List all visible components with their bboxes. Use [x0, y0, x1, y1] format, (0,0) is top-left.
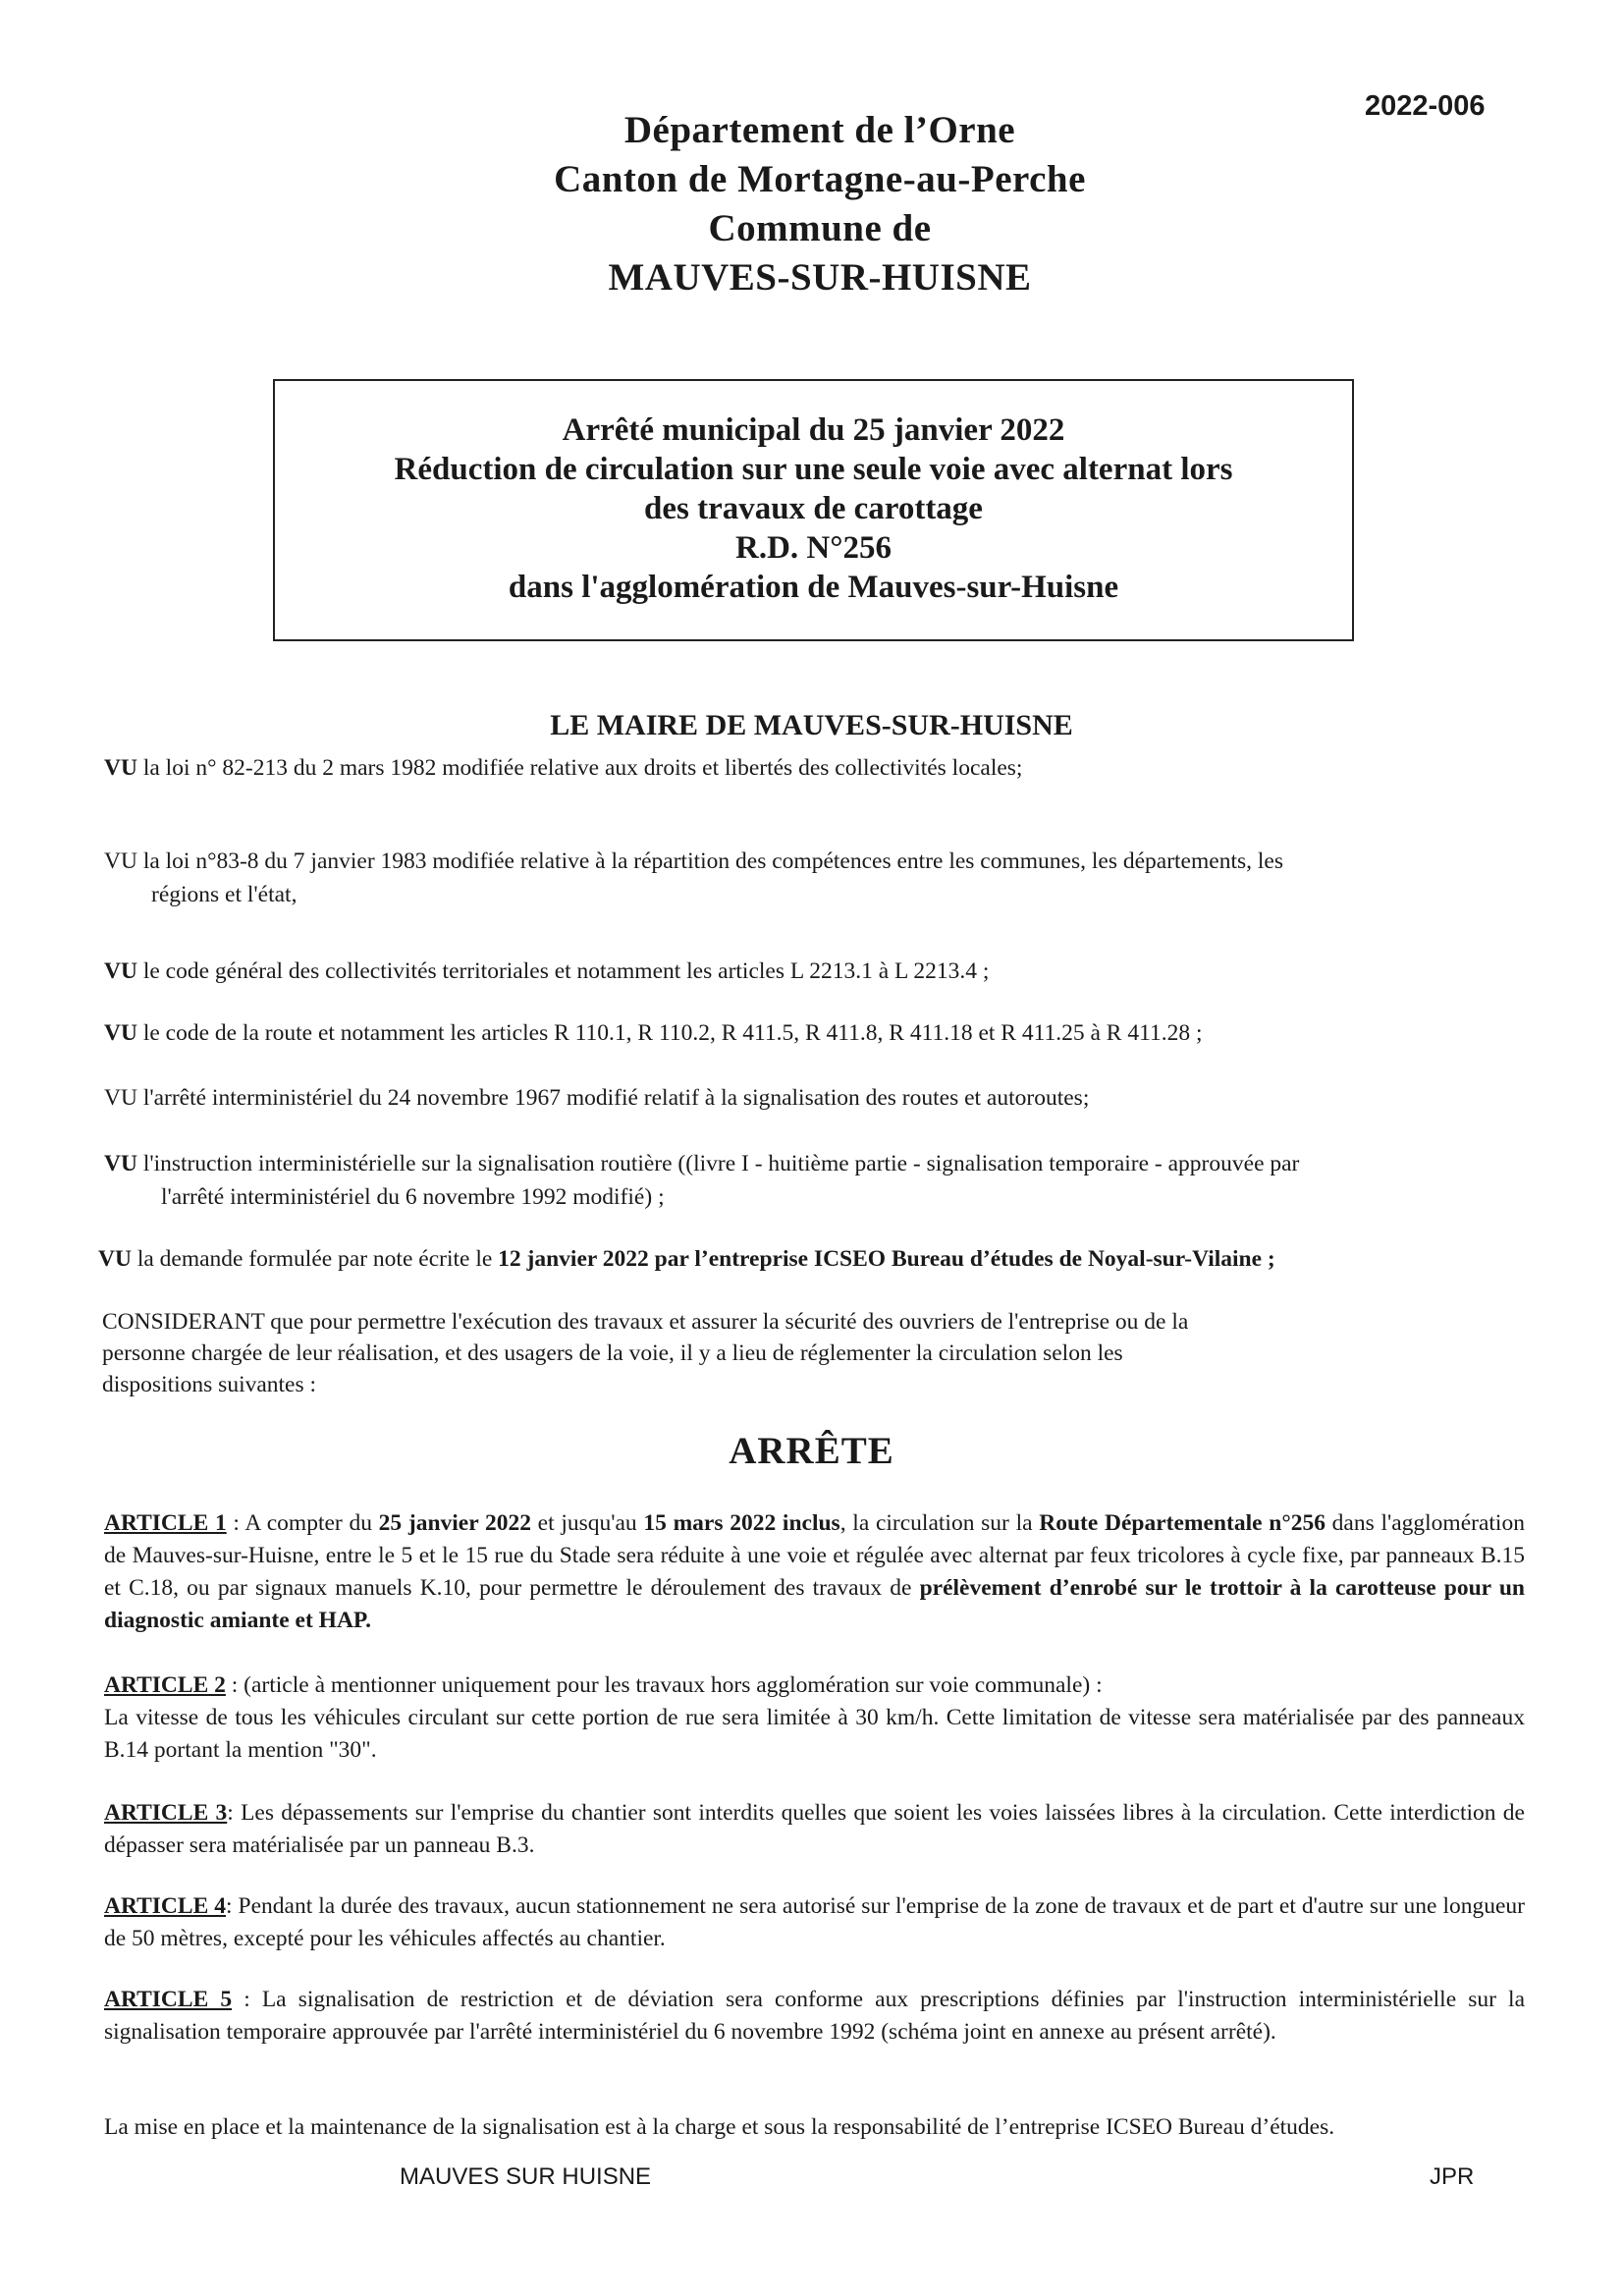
vu-text: l'instruction interministérielle sur la signalisation routière ((livre I - huitième partie - signalisation temporaire - approuvée par	[136, 1151, 1300, 1176]
title-location: dans l'agglomération de Mauves-sur-Huisne	[508, 570, 1119, 605]
article-label: ARTICLE 2	[104, 1672, 226, 1698]
header-department: Département de l’Orne	[623, 109, 1016, 151]
article-text: et jusqu'au	[530, 1510, 644, 1536]
vu-text: VU l'arrêté interministériel du 24 novembre 1967 modifié relatif à la signalisation des routes et autoroutes;	[104, 1085, 1090, 1111]
vu-text: le code général des collectivités territoriales et notamment les articles L 2213.1 à L 2213.4 ;	[136, 958, 990, 984]
header-canton: Canton de Mortagne-au-Perche	[554, 158, 1086, 200]
article-text: : Les dépassements sur l'emprise du chantier sont interdits quelles que soient les voies laissées libres à la circulation. Cette interdiction de dépasser sera matérialisée par un panneau B.3.	[104, 1800, 1525, 1858]
vu-text-continued: régions et l'état,	[151, 882, 298, 907]
document-reference: 2022-006	[1365, 90, 1486, 122]
article-text: : (article à mentionner uniquement pour les travaux hors agglomération sur voie communale) :	[225, 1672, 1103, 1698]
considerant-line-1: CONSIDERANT que pour permettre l'exécution des travaux et assurer la sécurité des ouvriers de l'entreprise ou de la	[102, 1309, 1189, 1335]
vu-label: VU	[104, 755, 137, 781]
vu-label: VU	[104, 958, 137, 984]
header-commune-name: MAUVES-SUR-HUISNE	[608, 256, 1032, 299]
vu-paragraph-5	[104, 1081, 1528, 1115]
article-text: dans l'agglomération de Mauves-sur-Huisne, entre le 5 et le 15 rue du Stade sera réduite à une voie et régulée avec alternat par feux tricolores à cycle fixe, par panneaux B.15 et C.18, ou par signaux manuels K.10, pour permettre le déroulement des travaux de	[104, 1510, 1525, 1601]
article-text-bold: prélèvement d’enrobé sur le trottoir à la carotteuse pour un diagnostic amiante et HAP.	[104, 1575, 1525, 1633]
article-text: La vitesse de tous les véhicules circulant sur cette portion de rue sera limitée à 30 km/h. Cette limitation de vitesse sera matérialisée par des panneaux B.14 portant la mention "30".	[104, 1705, 1525, 1763]
vu-text: le code de la route et notamment les articles R 110.1, R 110.2, R 411.5, R 411.8, R 411.18 et R 411.25 à R 411.28 ;	[136, 1020, 1203, 1046]
article-text-bold: Route Départementale n°256	[1039, 1510, 1325, 1536]
vu-paragraph-1	[104, 751, 1528, 785]
title-date: Arrêté municipal du 25 janvier 2022	[562, 412, 1065, 448]
vu-paragraph-2	[104, 845, 1528, 911]
title-subject-1: Réduction de circulation sur une seule voie avec alternat lors	[394, 452, 1233, 487]
vu-paragraph-4	[104, 1016, 1528, 1050]
article-3	[104, 1797, 1525, 1862]
closing-paragraph: La mise en place et la maintenance de la signalisation est à la charge et sous la responsabilité de l’entreprise ICSEO Bureau d’études.	[104, 2114, 1335, 2140]
article-4	[104, 1890, 1525, 1955]
article-text: : A compter du	[226, 1510, 379, 1536]
article-2	[104, 1669, 1525, 1767]
article-text-bold: 15 mars 2022 inclus	[643, 1510, 840, 1536]
mayor-heading: LE MAIRE DE MAUVES-SUR-HUISNE	[550, 709, 1073, 741]
decree-title-box	[273, 379, 1354, 641]
vu-paragraph-3	[104, 955, 1528, 988]
footer-initials: JPR	[1430, 2163, 1475, 2190]
vu-paragraph-6	[104, 1147, 1528, 1214]
header-commune-label: Commune de	[708, 207, 932, 249]
footer-commune: MAUVES SUR HUISNE	[400, 2163, 652, 2190]
considerant-paragraph	[102, 1306, 1526, 1400]
vu-paragraph-7	[98, 1242, 1532, 1276]
vu-label: VU	[104, 1020, 137, 1046]
article-label: ARTICLE 3	[104, 1800, 228, 1826]
vu-text: la loi n° 82-213 du 2 mars 1982 modifiée relative aux droits et libertés des collectivités locales;	[136, 755, 1023, 781]
considerant-line-2: personne chargée de leur réalisation, et des usagers de la voie, il y a lieu de réglementer la circulation selon les	[102, 1340, 1123, 1366]
vu-label: VU	[104, 1151, 137, 1176]
title-subject-2: des travaux de carottage	[644, 491, 983, 526]
vu-label: VU	[98, 1246, 132, 1272]
vu-text-bold: 12 janvier 2022 par l’entreprise ICSEO Bureau d’études de Noyal-sur-Vilaine ;	[498, 1246, 1275, 1272]
document-header	[304, 106, 1335, 302]
article-text: : La signalisation de restriction et de déviation sera conforme aux prescriptions définies par l'instruction interministérielle sur la signalisation temporaire approuvée par l'arrêté interministériel du 6 novembre 1992 (schéma joint en annexe au présent arrêté).	[104, 1987, 1526, 2045]
article-label: ARTICLE 5	[104, 1987, 233, 2012]
title-road: R.D. N°256	[735, 530, 892, 566]
vu-text: VU la loi n°83-8 du 7 janvier 1983 modifiée relative à la répartition des compétences entre les communes, les départements, les	[104, 848, 1283, 874]
article-label: ARTICLE 4	[104, 1893, 226, 1919]
article-5	[104, 1984, 1525, 2049]
article-label: ARTICLE 1	[104, 1510, 227, 1536]
article-text: : Pendant la durée des travaux, aucun stationnement ne sera autorisé sur l'emprise de la zone de travaux et de part et d'autre sur une longueur de 50 mètres, excepté pour les véhicules affectés au chantier.	[104, 1893, 1525, 1951]
article-text-bold: 25 janvier 2022	[378, 1510, 531, 1536]
article-text: , la circulation sur la	[839, 1510, 1040, 1536]
vu-text: la demande formulée par note écrite le	[131, 1246, 499, 1272]
arrete-heading: ARRÊTE	[729, 1430, 894, 1472]
article-1	[104, 1507, 1525, 1637]
considerant-line-3: dispositions suivantes :	[102, 1372, 317, 1397]
vu-text-continued: l'arrêté interministériel du 6 novembre 1992 modifié) ;	[161, 1184, 665, 1210]
